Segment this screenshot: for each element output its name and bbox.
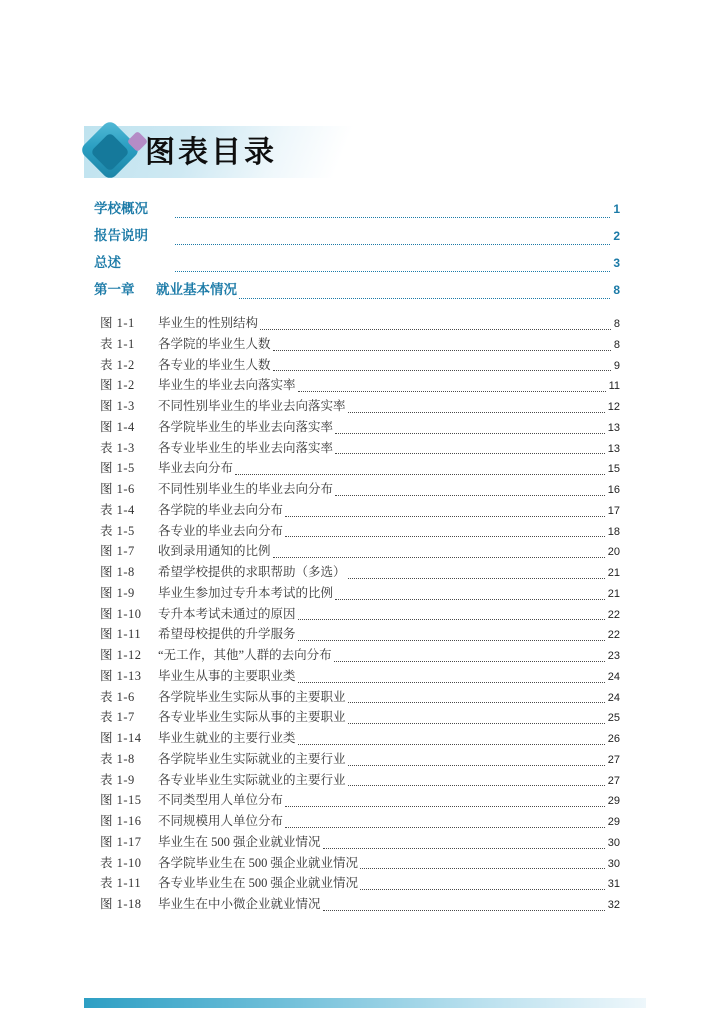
toc-figure-row[interactable] [94,790,620,811]
figure-title: 毕业生参加过专升本考试的比例 [158,585,334,600]
figure-number: 图 1-5 [100,461,135,476]
figure-number: 图 1-13 [100,668,142,683]
leader-dots [285,536,605,537]
page-number: 8 [613,283,620,297]
figure-title: 专升本考试未通过的原因 [158,606,296,621]
figure-number: 图 1-4 [100,419,135,434]
figure-number: 表 1-4 [100,502,135,517]
leader-dots [348,765,605,766]
page-number: 32 [607,899,620,911]
figure-title: 各学院毕业生实际从事的主要职业 [158,689,346,704]
toc-figure-row[interactable] [94,707,620,728]
leader-dots [348,785,605,786]
figure-title: 各专业的毕业生人数 [158,357,271,372]
toc-section-row[interactable] [94,224,620,251]
section-label: 报告说明 [94,228,148,243]
figure-number: 图 1-11 [100,627,142,642]
leader-dots [323,910,605,911]
toc-figure-row[interactable] [94,873,620,894]
toc-figure-row[interactable] [94,355,620,376]
page-title: 图表目录 [145,136,277,169]
leader-dots [334,661,605,662]
figure-title: 毕业去向分布 [158,461,234,476]
page-number: 24 [607,691,620,704]
figure-number: 表 1-7 [100,710,135,725]
figure-title: 各专业毕业生的毕业去向落实率 [158,440,334,455]
figure-number: 表 1-9 [100,772,135,787]
page-number: 12 [607,401,620,413]
page-number: 27 [607,774,620,787]
toc-figure-row[interactable] [94,624,620,645]
section-title: 就业基本情况 [156,282,237,297]
leader-dots [335,433,605,434]
page-number: 21 [607,567,620,579]
logo-diamond-icon [84,120,146,188]
figure-title: 收到录用通知的比例 [158,544,271,559]
toc-figure-row[interactable] [94,666,620,687]
figure-title: 各学院的毕业生人数 [158,336,271,351]
leader-dots [298,744,605,745]
page-number: 26 [607,733,620,745]
toc-figure-row[interactable] [94,396,620,417]
section-label: 总述 [94,255,121,270]
figure-number: 图 1-7 [100,544,135,559]
page-number: 18 [607,525,620,538]
page-number: 9 [613,359,620,372]
toc-figure-row[interactable] [94,687,620,708]
page-number: 8 [613,338,620,351]
leader-dots [360,889,605,890]
leader-dots [298,619,605,620]
leader-dots [273,350,611,351]
figure-number: 图 1-17 [100,834,142,849]
leader-dots [260,329,611,330]
figure-title: 各专业毕业生实际从事的主要职业 [158,710,346,725]
figure-title: 希望学校提供的求职帮助（多选） [158,565,346,579]
toc-figure-row[interactable] [94,604,620,625]
toc-figure-row[interactable] [94,770,620,791]
figure-title: 毕业生的毕业去向落实率 [158,378,296,393]
page-number: 21 [607,587,620,600]
figure-title: 不同类型用人单位分布 [158,793,284,808]
page-number: 20 [607,546,620,559]
figure-number: 表 1-3 [100,440,135,455]
leader-dots [323,848,605,849]
leader-dots [285,806,605,807]
figure-number: 表 1-2 [100,357,135,372]
figure-title: 各学院毕业生的毕业去向落实率 [158,419,334,434]
figure-number: 图 1-16 [100,814,142,828]
figure-title: 毕业生在 500 强企业就业情况 [158,834,321,849]
toc-figure-row[interactable] [94,832,620,853]
toc-section-list [94,197,620,305]
figure-number: 图 1-12 [100,648,142,662]
figure-number: 表 1-1 [100,336,135,351]
section-label: 学校概况 [94,201,148,216]
toc-section-row[interactable] [94,251,620,278]
leader-dots [285,827,605,828]
figure-title: 不同性别毕业生的毕业去向落实率 [158,399,346,413]
leader-dots [175,244,610,245]
figure-title: 毕业生从事的主要职业类 [158,668,296,683]
toc-figure-row[interactable] [94,583,620,604]
figure-number: 图 1-10 [100,606,142,621]
leader-dots [298,682,605,683]
figure-number: 图 1-8 [100,565,135,579]
page-number: 31 [607,878,620,891]
leader-dots [175,271,610,272]
figure-title: 各专业的毕业去向分布 [158,523,284,538]
toc-figure-row[interactable] [94,375,620,396]
toc-section-row[interactable] [94,197,620,224]
leader-dots [335,495,605,496]
leader-dots [175,217,610,218]
figure-title: 毕业生就业的主要行业类 [158,731,296,745]
page-number: 25 [607,712,620,725]
figure-number: 图 1-14 [100,731,142,745]
toc-figure-row[interactable] [94,458,620,479]
figure-number: 图 1-9 [100,585,135,600]
section-label: 第一章 [94,282,135,297]
figure-number: 表 1-10 [100,855,142,870]
leader-dots [348,578,605,579]
leader-dots [335,599,605,600]
leader-dots [235,474,605,475]
figure-title: 各学院毕业生在 500 强企业就业情况 [158,855,359,870]
leader-dots [285,516,605,517]
leader-dots [273,370,611,371]
figure-number: 图 1-1 [100,316,135,330]
page-number: 15 [607,463,620,476]
toc-figure-row[interactable] [94,417,620,438]
footer-gradient-bar [84,998,646,1008]
page-number: 22 [607,608,620,621]
page-header [84,120,374,192]
leader-dots [348,412,605,413]
page-number: 27 [607,753,620,766]
leader-dots [335,453,605,454]
page-number: 3 [613,256,620,270]
page-number: 1 [613,202,620,216]
page-number: 11 [608,380,620,393]
page-number: 29 [607,795,620,808]
toc-figure-row[interactable] [94,728,620,749]
leader-dots [273,557,605,558]
toc-figure-list [94,313,620,915]
leader-dots [298,391,606,392]
toc-figure-row[interactable] [94,438,620,459]
page-number: 23 [607,650,620,662]
figure-title: 不同规模用人单位分布 [158,814,284,828]
figure-title: 各学院的毕业去向分布 [158,502,284,517]
figure-title: 不同性别毕业生的毕业去向分布 [158,482,334,496]
figure-number: 表 1-11 [100,876,142,891]
page-number: 16 [607,484,620,496]
figure-number: 表 1-6 [100,689,135,704]
toc-figure-row[interactable] [94,853,620,874]
page-number: 13 [607,442,620,455]
page-number: 22 [607,629,620,642]
figure-number: 图 1-3 [100,399,135,413]
toc-figure-row[interactable] [94,562,620,583]
figure-title: 希望母校提供的升学服务 [158,627,296,642]
toc-figure-row[interactable] [94,500,620,521]
toc-figure-row[interactable] [94,749,620,770]
figure-number: 图 1-18 [100,897,142,911]
leader-dots [239,298,610,299]
leader-dots [298,640,605,641]
leader-dots [348,723,605,724]
page-number: 17 [607,504,620,517]
page-number: 29 [607,816,620,828]
toc-figure-row[interactable] [94,894,620,915]
page-number: 13 [607,421,620,434]
figure-number: 图 1-15 [100,793,142,808]
toc-figure-row[interactable] [94,479,620,500]
figure-number: 表 1-5 [100,523,135,538]
figure-title: 各专业毕业生实际就业的主要行业 [158,772,346,787]
toc-section-row[interactable] [94,278,620,305]
figure-title: 各专业毕业生在 500 强企业就业情况 [158,876,359,891]
figure-number: 图 1-6 [100,482,135,496]
page-number: 30 [607,857,620,870]
page-number: 8 [613,318,620,330]
figure-title: 毕业生的性别结构 [158,316,259,330]
figure-number: 表 1-8 [100,751,135,766]
figure-title: “无工作，其他”人群的去向分布 [158,648,332,662]
leader-dots [348,702,605,703]
toc-figure-row[interactable] [94,645,620,666]
toc-figure-row[interactable] [94,313,620,334]
page-number: 2 [613,229,620,243]
toc-figure-row[interactable] [94,521,620,542]
page-number: 30 [607,836,620,849]
toc-figure-row[interactable] [94,541,620,562]
page-number: 24 [607,670,620,683]
figure-number: 图 1-2 [100,378,135,393]
figure-title: 毕业生在中小微企业就业情况 [158,897,321,911]
figure-title: 各学院毕业生实际就业的主要行业 [158,751,346,766]
leader-dots [360,868,605,869]
toc-figure-row[interactable] [94,811,620,832]
toc-figure-row[interactable] [94,334,620,355]
